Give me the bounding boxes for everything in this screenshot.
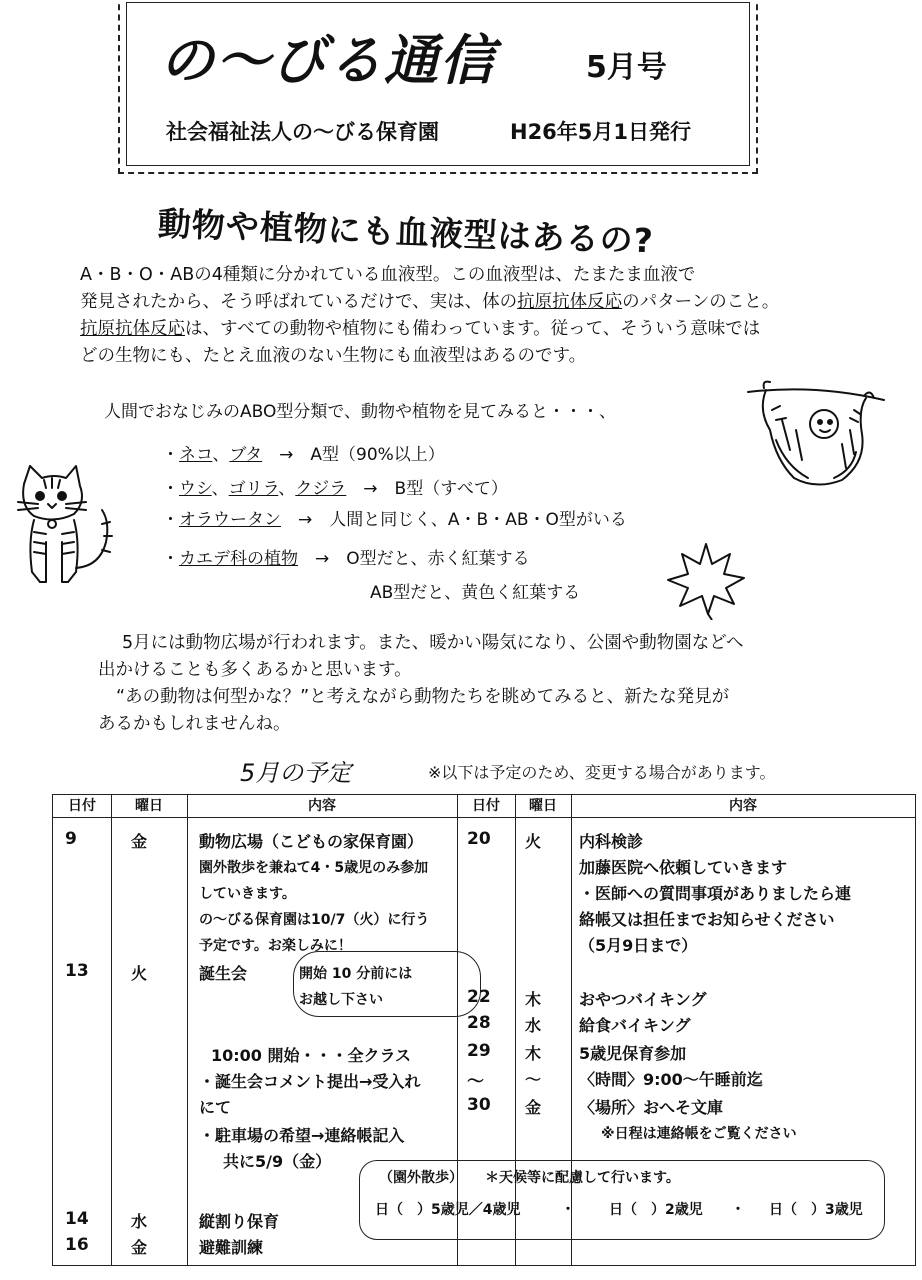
header-date: 日付 — [472, 798, 500, 814]
row-date: 22 — [467, 987, 491, 1007]
newsletter-title: の～びる通信 — [160, 29, 496, 92]
header-date: 日付 — [68, 798, 96, 814]
intro-line: A・B・O・ABの4種類に分かれている血液型。この血液型は、たまたま血液で — [80, 265, 696, 285]
intro-text: のパターンのこと。 — [622, 292, 780, 312]
event-detail: 加藤医院へ依頼していきます — [579, 858, 788, 877]
row-day: 木 — [525, 990, 542, 1009]
row-day: ～ — [525, 1070, 542, 1089]
event-detail: 10:00 開始・・・全クラス — [211, 1046, 412, 1065]
row-day: 金 — [131, 832, 148, 851]
orangutan-illustration — [746, 370, 886, 492]
issue-label: 5月号 — [586, 50, 667, 85]
outing-entry: 日（ ）2歳児 — [609, 1202, 703, 1218]
event-note: ※日程は連絡帳をご覧ください — [601, 1126, 797, 1142]
event-title: 縦割り保育 — [199, 1212, 280, 1231]
event-detail: ・誕生会コメント提出→受入れ — [199, 1072, 421, 1091]
blood-type-result: AB型だと、黄色く紅葉する — [370, 583, 581, 603]
header-day: 曜日 — [529, 798, 557, 814]
event-detail: ・駐車場の希望→連絡帳記入 — [199, 1126, 405, 1145]
schedule-title: 5月の予定 — [240, 759, 352, 787]
arrow: → — [315, 549, 330, 569]
arrow: → — [363, 479, 378, 499]
row-day: 金 — [131, 1238, 148, 1257]
maple-leaf-illustration — [664, 540, 748, 620]
animal-name: ブタ — [229, 445, 263, 465]
row-date: 30 — [467, 1095, 491, 1115]
publisher-name: 社会福祉法人の～びる保育園 — [166, 120, 439, 144]
event-detail: ・医師への質問事項がありましたら連 — [579, 884, 852, 903]
event-detail: の～びる保育園は10/7（火）に行う — [199, 912, 430, 928]
schedule-table — [52, 794, 916, 1266]
event-detail: 共に5/9（金） — [223, 1152, 332, 1171]
row-date: 29 — [467, 1041, 491, 1061]
bubble-text: 開始 10 分前には — [299, 966, 413, 982]
animal-name: ウシ — [179, 479, 212, 499]
blood-type-result: B型（すべて） — [394, 479, 508, 499]
row-date: 9 — [65, 829, 77, 849]
outro-line: 出かけることも多くあるかと思います。 — [98, 660, 412, 680]
table-divider — [187, 795, 188, 1265]
abo-intro: 人間でおなじみのABO型分類で、動物や植物を見てみると・・・、 — [104, 402, 617, 422]
intro-text: 発見されたから、そう呼ばれているだけで、実は、体の — [80, 292, 518, 312]
term-antigen-antibody: 抗原抗体反応 — [517, 292, 623, 312]
event-title: 避難訓練 — [199, 1238, 264, 1257]
animal-name: オラウータン — [179, 510, 281, 530]
bubble-text: お越し下さい — [299, 992, 383, 1008]
event-detail: 〈時間〉9:00～午睡前迄 — [579, 1070, 763, 1089]
blood-type-result: A型（90%以上） — [310, 445, 445, 465]
plant-name: カエデ科の植物 — [179, 549, 298, 569]
outro-line: “あの動物は何型かな？”と考えながら動物たちを眺めてみると、新たな発見が — [116, 687, 730, 707]
header-content: 内容 — [308, 798, 336, 814]
row-date: ～ — [467, 1072, 484, 1092]
row-date: 16 — [65, 1235, 89, 1255]
blood-type-result: O型だと、赤く紅葉する — [346, 549, 530, 569]
table-divider — [53, 817, 915, 818]
outing-label: （園外散歩） — [379, 1170, 463, 1186]
row-day: 水 — [525, 1016, 542, 1035]
outro-paragraph — [98, 630, 744, 738]
intro-line — [80, 289, 779, 316]
row-day: 木 — [525, 1044, 542, 1063]
event-title: 動物広場（こどもの家保育園） — [199, 832, 424, 851]
outro-line: 5月には動物広場が行われます。また、暖かい陽気になり、公園や動物園などへ — [122, 633, 744, 653]
event-detail: 園外散歩を兼ねて4・5歳児のみ参加 — [199, 860, 429, 876]
row-day: 金 — [525, 1098, 542, 1117]
intro-paragraph — [80, 262, 779, 370]
event-detail: 予定です。お楽しみに！ — [199, 938, 352, 954]
intro-line: どの生物にも、たとえ血液のない生物にも血液型はあるのです。 — [80, 346, 587, 366]
outing-separator: ・ — [561, 1202, 575, 1218]
event-detail: にて — [199, 1098, 232, 1117]
article-headline: 動物や植物にも血液型はあるの? — [157, 204, 655, 261]
list-item: ・ネコ、ブタ → A型（90%以上） — [162, 445, 445, 465]
outing-entry: 日（ ）5歳児／4歳児 — [375, 1202, 521, 1218]
term-antigen-antibody: 抗原抗体反応 — [80, 319, 185, 339]
arrow: → — [298, 510, 313, 530]
intro-text: は、すべての動物や植物にも備わっています。従って、そういう意味では — [185, 319, 761, 339]
outro-line: あるかもしれませんね。 — [98, 714, 291, 734]
event-title: 給食バイキング — [579, 1016, 691, 1035]
event-detail: 〈場所〉おへそ文庫 — [579, 1098, 724, 1117]
row-date: 28 — [467, 1013, 491, 1033]
event-detail: （5月9日まで） — [579, 936, 698, 955]
header-content: 内容 — [729, 798, 757, 814]
event-title: 5歳児保育参加 — [579, 1044, 687, 1063]
list-item: ・ウシ、ゴリラ、クジラ → B型（すべて） — [162, 479, 508, 499]
header-day: 曜日 — [135, 798, 163, 814]
blood-type-result: 人間と同じく、A・B・AB・O型がいる — [329, 510, 627, 530]
list-item: ・オラウータン → 人間と同じく、A・B・AB・O型がいる — [162, 510, 627, 530]
cat-illustration — [10, 462, 120, 590]
row-date: 20 — [467, 829, 491, 849]
table-divider — [111, 795, 112, 1265]
event-title: 内科検診 — [579, 832, 644, 851]
row-day: 水 — [131, 1212, 148, 1231]
list-item: ・カエデ科の植物 → O型だと、赤く紅葉する — [162, 549, 530, 569]
animal-name: クジラ — [295, 479, 347, 499]
animal-name: ネコ — [179, 445, 213, 465]
animal-name: ゴリラ — [228, 479, 279, 499]
arrow: → — [279, 445, 294, 465]
schedule-note: ※以下は予定のため、変更する場合があります。 — [428, 763, 776, 782]
issue-date: H26年5月1日発行 — [510, 120, 692, 144]
outing-separator: ・ — [731, 1202, 745, 1218]
row-day: 火 — [525, 832, 542, 851]
row-day: 火 — [131, 964, 148, 983]
intro-line — [80, 316, 779, 343]
event-title: おやつバイキング — [579, 990, 707, 1009]
outing-entry: 日（ ）3歳児 — [769, 1202, 863, 1218]
event-detail: 絡帳又は担任までお知らせください — [579, 910, 835, 929]
outing-note: ＊天候等に配慮して行います。 — [485, 1170, 680, 1186]
event-title: 誕生会 — [199, 964, 248, 983]
row-date: 14 — [65, 1209, 89, 1229]
row-date: 13 — [65, 961, 89, 981]
event-detail: していきます。 — [199, 886, 296, 902]
